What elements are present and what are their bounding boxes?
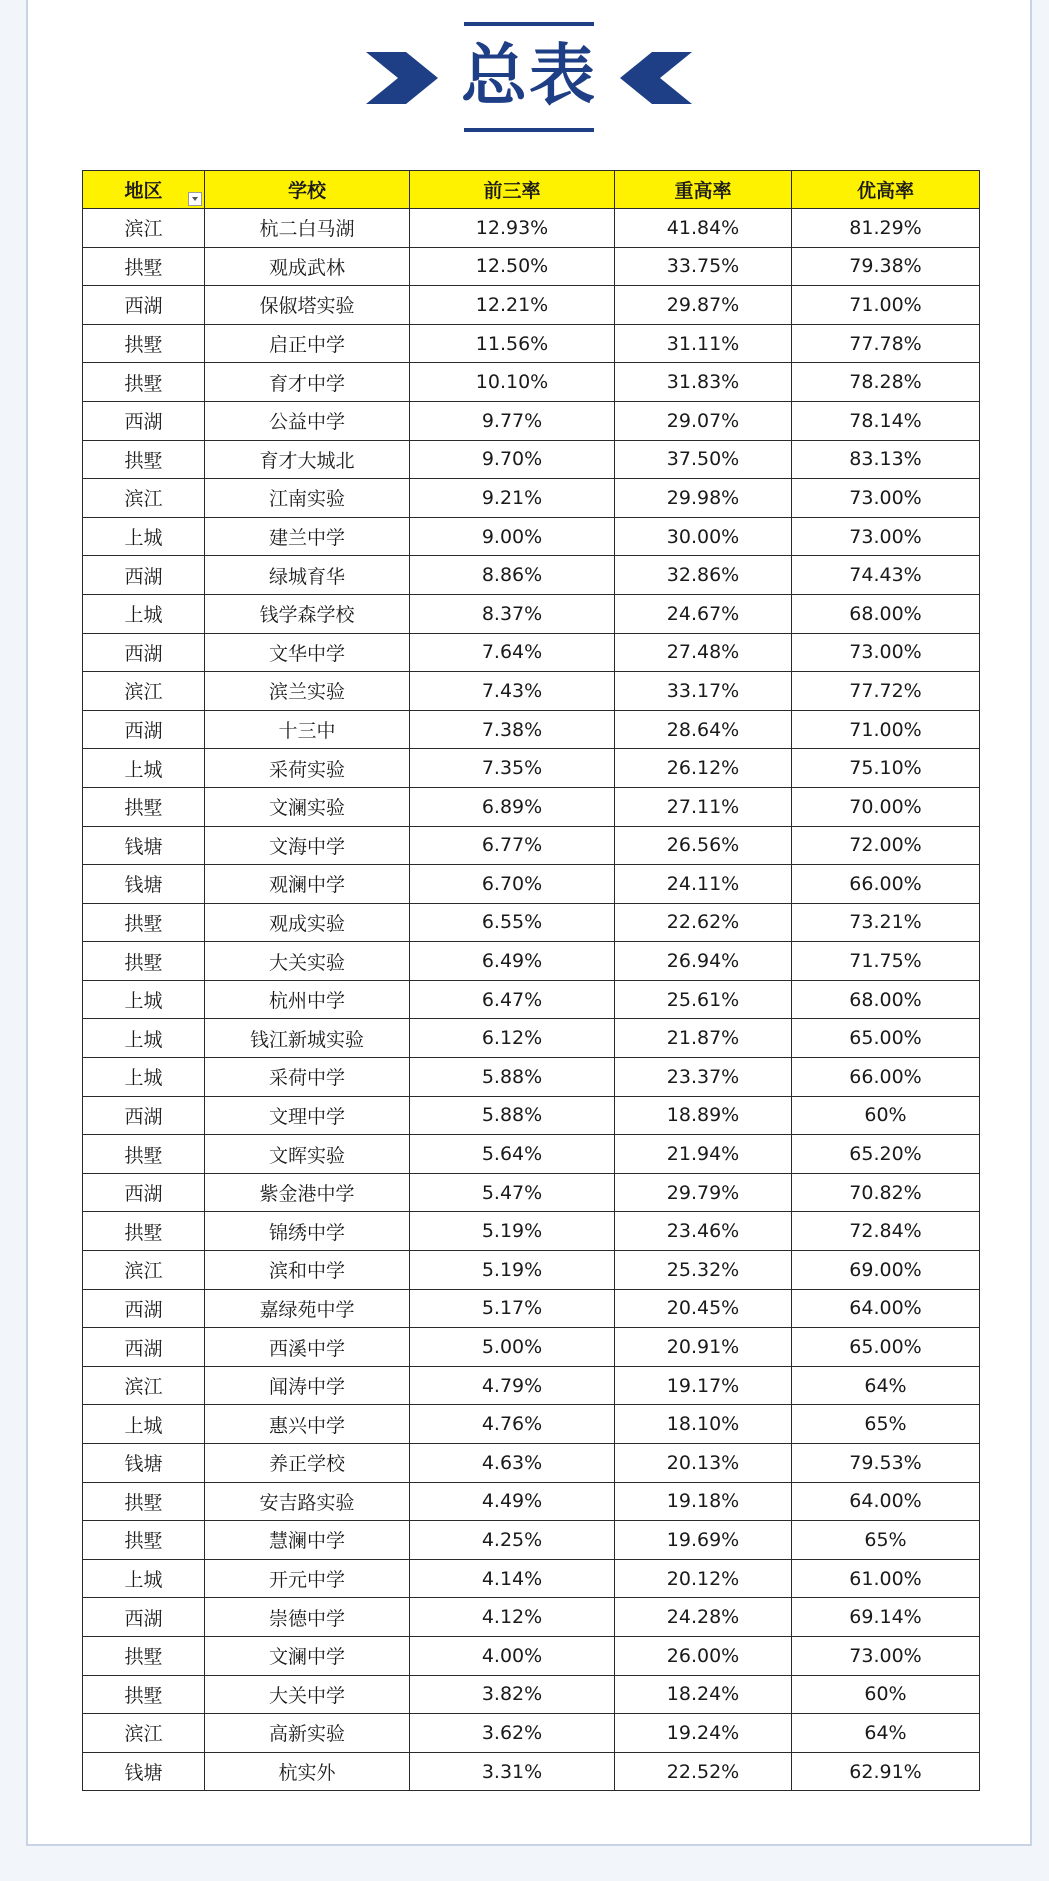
cell-school: 养正学校 bbox=[205, 1444, 410, 1483]
arrow-left-chevron-icon bbox=[620, 52, 692, 104]
cell-top3-rate: 4.14% bbox=[410, 1559, 615, 1598]
cell-key-high-rate: 21.87% bbox=[615, 1019, 792, 1058]
cell-top3-rate: 3.31% bbox=[410, 1752, 615, 1791]
cell-good-high-rate: 65.00% bbox=[792, 1328, 980, 1367]
table-row bbox=[83, 1752, 980, 1791]
table-row bbox=[83, 1212, 980, 1251]
cell-top3-rate: 7.35% bbox=[410, 749, 615, 788]
cell-region: 西湖 bbox=[83, 1096, 205, 1135]
table-row bbox=[83, 1135, 980, 1174]
cell-region: 滨江 bbox=[83, 672, 205, 711]
cell-top3-rate: 4.76% bbox=[410, 1405, 615, 1444]
cell-region: 上城 bbox=[83, 1405, 205, 1444]
cell-top3-rate: 6.47% bbox=[410, 980, 615, 1019]
cell-school: 杭实外 bbox=[205, 1752, 410, 1791]
cell-good-high-rate: 68.00% bbox=[792, 594, 980, 633]
cell-top3-rate: 7.64% bbox=[410, 633, 615, 672]
table-row bbox=[83, 749, 980, 788]
cell-key-high-rate: 19.17% bbox=[615, 1366, 792, 1405]
cell-school: 闻涛中学 bbox=[205, 1366, 410, 1405]
cell-top3-rate: 11.56% bbox=[410, 324, 615, 363]
cell-good-high-rate: 72.00% bbox=[792, 826, 980, 865]
cell-good-high-rate: 68.00% bbox=[792, 980, 980, 1019]
cell-school: 文海中学 bbox=[205, 826, 410, 865]
table-row bbox=[83, 401, 980, 440]
cell-top3-rate: 9.21% bbox=[410, 479, 615, 518]
cell-school: 观澜中学 bbox=[205, 865, 410, 904]
cell-key-high-rate: 25.61% bbox=[615, 980, 792, 1019]
cell-region: 滨江 bbox=[83, 1251, 205, 1290]
cell-region: 拱墅 bbox=[83, 1636, 205, 1675]
cell-top3-rate: 6.12% bbox=[410, 1019, 615, 1058]
cell-good-high-rate: 77.78% bbox=[792, 324, 980, 363]
table-header-row bbox=[83, 171, 980, 209]
cell-top3-rate: 7.43% bbox=[410, 672, 615, 711]
cell-region: 西湖 bbox=[83, 556, 205, 595]
table-row bbox=[83, 1058, 980, 1097]
cell-good-high-rate: 83.13% bbox=[792, 440, 980, 479]
cell-region: 钱塘 bbox=[83, 826, 205, 865]
cell-good-high-rate: 65.00% bbox=[792, 1019, 980, 1058]
cell-top3-rate: 6.89% bbox=[410, 787, 615, 826]
cell-top3-rate: 9.77% bbox=[410, 401, 615, 440]
filter-dropdown-icon[interactable] bbox=[188, 192, 202, 206]
cell-key-high-rate: 29.98% bbox=[615, 479, 792, 518]
table-row bbox=[83, 1289, 980, 1328]
cell-top3-rate: 4.12% bbox=[410, 1598, 615, 1637]
table-row bbox=[83, 363, 980, 402]
cell-top3-rate: 6.49% bbox=[410, 942, 615, 981]
cell-good-high-rate: 65% bbox=[792, 1405, 980, 1444]
cell-key-high-rate: 23.37% bbox=[615, 1058, 792, 1097]
header-cell-good-high-rate: 优高率 bbox=[792, 171, 980, 209]
cell-region: 西湖 bbox=[83, 1173, 205, 1212]
cell-key-high-rate: 24.28% bbox=[615, 1598, 792, 1637]
cell-top3-rate: 3.62% bbox=[410, 1714, 615, 1753]
cell-region: 拱墅 bbox=[83, 1482, 205, 1521]
summary-table bbox=[82, 170, 980, 1791]
cell-school: 杭州中学 bbox=[205, 980, 410, 1019]
cell-school: 十三中 bbox=[205, 710, 410, 749]
table-row bbox=[83, 1444, 980, 1483]
arrow-right-chevron-icon bbox=[366, 52, 438, 104]
table-row bbox=[83, 1405, 980, 1444]
cell-good-high-rate: 72.84% bbox=[792, 1212, 980, 1251]
cell-good-high-rate: 61.00% bbox=[792, 1559, 980, 1598]
cell-top3-rate: 8.86% bbox=[410, 556, 615, 595]
cell-key-high-rate: 26.12% bbox=[615, 749, 792, 788]
cell-key-high-rate: 33.75% bbox=[615, 247, 792, 286]
cell-good-high-rate: 75.10% bbox=[792, 749, 980, 788]
cell-good-high-rate: 70.82% bbox=[792, 1173, 980, 1212]
cell-top3-rate: 5.47% bbox=[410, 1173, 615, 1212]
cell-region: 上城 bbox=[83, 517, 205, 556]
cell-key-high-rate: 41.84% bbox=[615, 209, 792, 248]
cell-region: 拱墅 bbox=[83, 324, 205, 363]
table-row bbox=[83, 1173, 980, 1212]
cell-school: 建兰中学 bbox=[205, 517, 410, 556]
cell-school: 文澜实验 bbox=[205, 787, 410, 826]
cell-region: 上城 bbox=[83, 1058, 205, 1097]
cell-top3-rate: 5.00% bbox=[410, 1328, 615, 1367]
table-row bbox=[83, 1482, 980, 1521]
cell-top3-rate: 4.49% bbox=[410, 1482, 615, 1521]
cell-region: 滨江 bbox=[83, 1714, 205, 1753]
cell-school: 安吉路实验 bbox=[205, 1482, 410, 1521]
cell-key-high-rate: 30.00% bbox=[615, 517, 792, 556]
table-row bbox=[83, 1521, 980, 1560]
cell-school: 西溪中学 bbox=[205, 1328, 410, 1367]
cell-region: 西湖 bbox=[83, 633, 205, 672]
cell-region: 西湖 bbox=[83, 710, 205, 749]
cell-top3-rate: 12.50% bbox=[410, 247, 615, 286]
cell-top3-rate: 4.63% bbox=[410, 1444, 615, 1483]
cell-region: 西湖 bbox=[83, 401, 205, 440]
cell-key-high-rate: 28.64% bbox=[615, 710, 792, 749]
cell-school: 文澜中学 bbox=[205, 1636, 410, 1675]
table-body bbox=[83, 209, 980, 1791]
cell-good-high-rate: 77.72% bbox=[792, 672, 980, 711]
cell-school: 崇德中学 bbox=[205, 1598, 410, 1637]
cell-good-high-rate: 71.00% bbox=[792, 710, 980, 749]
cell-good-high-rate: 66.00% bbox=[792, 1058, 980, 1097]
table-row bbox=[83, 286, 980, 325]
cell-school: 启正中学 bbox=[205, 324, 410, 363]
header-label: 地区 bbox=[124, 180, 163, 202]
cell-region: 拱墅 bbox=[83, 247, 205, 286]
cell-school: 文晖实验 bbox=[205, 1135, 410, 1174]
cell-region: 拱墅 bbox=[83, 942, 205, 981]
cell-good-high-rate: 73.00% bbox=[792, 479, 980, 518]
cell-key-high-rate: 37.50% bbox=[615, 440, 792, 479]
cell-top3-rate: 6.55% bbox=[410, 903, 615, 942]
cell-good-high-rate: 81.29% bbox=[792, 209, 980, 248]
table-row bbox=[83, 710, 980, 749]
cell-school: 钱学森学校 bbox=[205, 594, 410, 633]
cell-top3-rate: 4.00% bbox=[410, 1636, 615, 1675]
cell-school: 大关中学 bbox=[205, 1675, 410, 1714]
cell-good-high-rate: 60% bbox=[792, 1096, 980, 1135]
cell-key-high-rate: 19.24% bbox=[615, 1714, 792, 1753]
cell-key-high-rate: 22.62% bbox=[615, 903, 792, 942]
cell-good-high-rate: 62.91% bbox=[792, 1752, 980, 1791]
cell-top3-rate: 5.88% bbox=[410, 1058, 615, 1097]
cell-school: 保俶塔实验 bbox=[205, 286, 410, 325]
cell-key-high-rate: 24.11% bbox=[615, 865, 792, 904]
table-row bbox=[83, 1675, 980, 1714]
cell-region: 滨江 bbox=[83, 1366, 205, 1405]
table-row bbox=[83, 1598, 980, 1637]
table-row bbox=[83, 865, 980, 904]
cell-good-high-rate: 71.75% bbox=[792, 942, 980, 981]
cell-school: 采荷中学 bbox=[205, 1058, 410, 1097]
cell-top3-rate: 4.79% bbox=[410, 1366, 615, 1405]
cell-region: 钱塘 bbox=[83, 1444, 205, 1483]
cell-key-high-rate: 33.17% bbox=[615, 672, 792, 711]
table-row bbox=[83, 787, 980, 826]
cell-school: 杭二白马湖 bbox=[205, 209, 410, 248]
cell-school: 滨和中学 bbox=[205, 1251, 410, 1290]
table-row bbox=[83, 594, 980, 633]
cell-school: 江南实验 bbox=[205, 479, 410, 518]
table-row bbox=[83, 633, 980, 672]
cell-top3-rate: 10.10% bbox=[410, 363, 615, 402]
cell-school: 采荷实验 bbox=[205, 749, 410, 788]
cell-key-high-rate: 27.11% bbox=[615, 787, 792, 826]
cell-good-high-rate: 78.28% bbox=[792, 363, 980, 402]
cell-school: 观成实验 bbox=[205, 903, 410, 942]
cell-good-high-rate: 69.14% bbox=[792, 1598, 980, 1637]
cell-region: 钱塘 bbox=[83, 865, 205, 904]
cell-region: 拱墅 bbox=[83, 363, 205, 402]
cell-good-high-rate: 66.00% bbox=[792, 865, 980, 904]
cell-top3-rate: 6.77% bbox=[410, 826, 615, 865]
cell-key-high-rate: 29.79% bbox=[615, 1173, 792, 1212]
cell-top3-rate: 9.00% bbox=[410, 517, 615, 556]
page-title: 总表 bbox=[461, 37, 597, 114]
cell-school: 惠兴中学 bbox=[205, 1405, 410, 1444]
cell-good-high-rate: 71.00% bbox=[792, 286, 980, 325]
cell-good-high-rate: 64% bbox=[792, 1714, 980, 1753]
cell-school: 锦绣中学 bbox=[205, 1212, 410, 1251]
cell-good-high-rate: 73.00% bbox=[792, 633, 980, 672]
cell-key-high-rate: 26.56% bbox=[615, 826, 792, 865]
cell-key-high-rate: 18.24% bbox=[615, 1675, 792, 1714]
table-row bbox=[83, 324, 980, 363]
table-row bbox=[83, 903, 980, 942]
table-row bbox=[83, 980, 980, 1019]
cell-region: 西湖 bbox=[83, 1598, 205, 1637]
cell-school: 滨兰实验 bbox=[205, 672, 410, 711]
cell-school: 育才中学 bbox=[205, 363, 410, 402]
cell-key-high-rate: 18.89% bbox=[615, 1096, 792, 1135]
cell-school: 大关实验 bbox=[205, 942, 410, 981]
table-row bbox=[83, 1096, 980, 1135]
cell-school: 文华中学 bbox=[205, 633, 410, 672]
cell-good-high-rate: 78.14% bbox=[792, 401, 980, 440]
cell-region: 拱墅 bbox=[83, 1521, 205, 1560]
cell-top3-rate: 5.88% bbox=[410, 1096, 615, 1135]
cell-region: 西湖 bbox=[83, 1289, 205, 1328]
cell-region: 拱墅 bbox=[83, 1212, 205, 1251]
table-row bbox=[83, 1714, 980, 1753]
cell-top3-rate: 5.19% bbox=[410, 1251, 615, 1290]
cell-region: 钱塘 bbox=[83, 1752, 205, 1791]
cell-good-high-rate: 64.00% bbox=[792, 1289, 980, 1328]
cell-top3-rate: 3.82% bbox=[410, 1675, 615, 1714]
title-rule-top bbox=[464, 22, 594, 26]
cell-key-high-rate: 27.48% bbox=[615, 633, 792, 672]
header-cell-school: 学校 bbox=[205, 171, 410, 209]
table-row bbox=[83, 209, 980, 248]
cell-key-high-rate: 26.00% bbox=[615, 1636, 792, 1675]
cell-good-high-rate: 70.00% bbox=[792, 787, 980, 826]
cell-key-high-rate: 20.91% bbox=[615, 1328, 792, 1367]
cell-key-high-rate: 29.07% bbox=[615, 401, 792, 440]
cell-good-high-rate: 74.43% bbox=[792, 556, 980, 595]
cell-key-high-rate: 32.86% bbox=[615, 556, 792, 595]
cell-good-high-rate: 73.00% bbox=[792, 517, 980, 556]
cell-key-high-rate: 31.83% bbox=[615, 363, 792, 402]
cell-school: 开元中学 bbox=[205, 1559, 410, 1598]
cell-top3-rate: 5.19% bbox=[410, 1212, 615, 1251]
cell-region: 拱墅 bbox=[83, 787, 205, 826]
cell-region: 上城 bbox=[83, 749, 205, 788]
table-row bbox=[83, 517, 980, 556]
cell-key-high-rate: 22.52% bbox=[615, 1752, 792, 1791]
cell-top3-rate: 5.64% bbox=[410, 1135, 615, 1174]
cell-good-high-rate: 65% bbox=[792, 1521, 980, 1560]
cell-school: 慧澜中学 bbox=[205, 1521, 410, 1560]
cell-top3-rate: 6.70% bbox=[410, 865, 615, 904]
cell-good-high-rate: 79.38% bbox=[792, 247, 980, 286]
cell-key-high-rate: 26.94% bbox=[615, 942, 792, 981]
cell-school: 公益中学 bbox=[205, 401, 410, 440]
cell-school: 紫金港中学 bbox=[205, 1173, 410, 1212]
table-row bbox=[83, 1559, 980, 1598]
cell-region: 上城 bbox=[83, 1559, 205, 1598]
title-banner bbox=[0, 22, 1049, 134]
cell-region: 滨江 bbox=[83, 479, 205, 518]
table-row bbox=[83, 942, 980, 981]
cell-good-high-rate: 64.00% bbox=[792, 1482, 980, 1521]
cell-region: 上城 bbox=[83, 594, 205, 633]
cell-key-high-rate: 25.32% bbox=[615, 1251, 792, 1290]
cell-key-high-rate: 19.69% bbox=[615, 1521, 792, 1560]
header-cell-top3-rate: 前三率 bbox=[410, 171, 615, 209]
cell-region: 上城 bbox=[83, 1019, 205, 1058]
cell-school: 文理中学 bbox=[205, 1096, 410, 1135]
table-row bbox=[83, 479, 980, 518]
cell-top3-rate: 12.93% bbox=[410, 209, 615, 248]
cell-school: 绿城育华 bbox=[205, 556, 410, 595]
table-row bbox=[83, 247, 980, 286]
cell-top3-rate: 9.70% bbox=[410, 440, 615, 479]
header-cell-region[interactable] bbox=[83, 171, 205, 209]
cell-top3-rate: 7.38% bbox=[410, 710, 615, 749]
cell-region: 滨江 bbox=[83, 209, 205, 248]
cell-school: 钱江新城实验 bbox=[205, 1019, 410, 1058]
table-row bbox=[83, 672, 980, 711]
cell-region: 拱墅 bbox=[83, 1135, 205, 1174]
cell-good-high-rate: 64% bbox=[792, 1366, 980, 1405]
cell-top3-rate: 8.37% bbox=[410, 594, 615, 633]
cell-key-high-rate: 31.11% bbox=[615, 324, 792, 363]
cell-key-high-rate: 19.18% bbox=[615, 1482, 792, 1521]
cell-key-high-rate: 20.12% bbox=[615, 1559, 792, 1598]
cell-good-high-rate: 60% bbox=[792, 1675, 980, 1714]
cell-region: 上城 bbox=[83, 980, 205, 1019]
cell-school: 高新实验 bbox=[205, 1714, 410, 1753]
cell-key-high-rate: 29.87% bbox=[615, 286, 792, 325]
cell-key-high-rate: 21.94% bbox=[615, 1135, 792, 1174]
cell-key-high-rate: 18.10% bbox=[615, 1405, 792, 1444]
cell-school: 育才大城北 bbox=[205, 440, 410, 479]
cell-key-high-rate: 20.13% bbox=[615, 1444, 792, 1483]
table-row bbox=[83, 440, 980, 479]
cell-key-high-rate: 24.67% bbox=[615, 594, 792, 633]
cell-school: 嘉绿苑中学 bbox=[205, 1289, 410, 1328]
cell-good-high-rate: 79.53% bbox=[792, 1444, 980, 1483]
table-row bbox=[83, 1366, 980, 1405]
cell-good-high-rate: 73.21% bbox=[792, 903, 980, 942]
cell-school: 观成武林 bbox=[205, 247, 410, 286]
cell-key-high-rate: 23.46% bbox=[615, 1212, 792, 1251]
cell-region: 拱墅 bbox=[83, 1675, 205, 1714]
cell-top3-rate: 5.17% bbox=[410, 1289, 615, 1328]
table-row bbox=[83, 1251, 980, 1290]
cell-top3-rate: 12.21% bbox=[410, 286, 615, 325]
table-row bbox=[83, 1328, 980, 1367]
table-row bbox=[83, 1636, 980, 1675]
table-row bbox=[83, 1019, 980, 1058]
cell-good-high-rate: 65.20% bbox=[792, 1135, 980, 1174]
cell-good-high-rate: 69.00% bbox=[792, 1251, 980, 1290]
cell-region: 西湖 bbox=[83, 1328, 205, 1367]
cell-top3-rate: 4.25% bbox=[410, 1521, 615, 1560]
cell-key-high-rate: 20.45% bbox=[615, 1289, 792, 1328]
cell-region: 拱墅 bbox=[83, 440, 205, 479]
title-rule-bottom bbox=[464, 128, 594, 132]
cell-good-high-rate: 73.00% bbox=[792, 1636, 980, 1675]
table-row bbox=[83, 826, 980, 865]
table-row bbox=[83, 556, 980, 595]
cell-region: 拱墅 bbox=[83, 903, 205, 942]
cell-region: 西湖 bbox=[83, 286, 205, 325]
header-cell-key-high-rate: 重高率 bbox=[615, 171, 792, 209]
